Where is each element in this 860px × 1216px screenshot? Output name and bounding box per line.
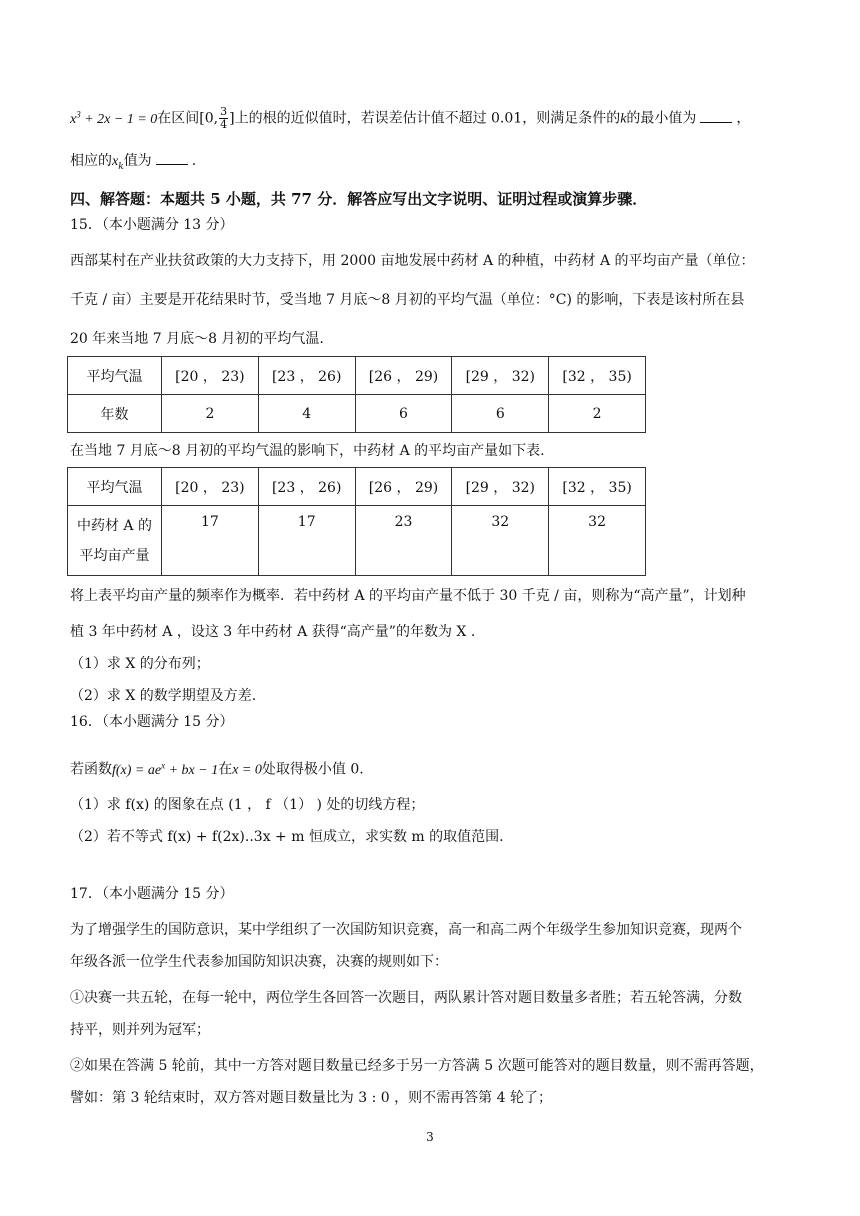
q17-rule: ①决赛一共五轮，在每一轮中，两位学生各回答一次题目，两队累计答对题目数量多者胜；若五轮答满，分数 <box>70 990 742 1006</box>
q16-subquestion: （2）若不等式 f(x) + f(2x)..3x + m 恒成立，求实数 m 的取值范围. <box>70 829 504 845</box>
table-cell: [23 ， 26) <box>258 468 355 506</box>
table-cell: [32 ， 35) <box>549 468 646 506</box>
q15-paragraph: 西部某村在产业扶贫政策的大力支持下，用 2000 亩地发展中药材 A 的种植，中药材 A 的平均亩产量（单位： <box>70 253 755 269</box>
table-cell: 6 <box>355 395 452 433</box>
table-cell: [29 ， 32) <box>452 357 549 395</box>
table-row-label: 中药材 A 的 平均亩产量 <box>68 506 162 576</box>
page-number: 3 <box>426 1130 434 1144</box>
table-cell: [20 ， 23) <box>162 468 259 506</box>
q15-paragraph: 20 年来当地 7 月底～8 月初的平均气温. <box>70 331 324 347</box>
intro-line-1: $x^3 + 2x - 1 = 0$在区间[0, $\frac{3}{4}$ ]上的根的近似值时，若误差估计值不超过 0.01，则满足条件的k的最小值为 ， <box>70 105 751 132</box>
q17-rule: ②如果在答满 5 轮前，其中一方答对题目数量已经多于另一方答满 5 次题可能答对的题目数量，则不需再答题， <box>70 1058 764 1074</box>
q17-paragraph: 为了增强学生的国防意识，某中学组织了一次国防知识竞赛，高一和高二两个年级学生参加知识竞赛，现两个 <box>70 922 742 938</box>
function-expression: $f(x) = ae^x$ + bx − 1 <box>112 760 219 778</box>
table-cell: [32 ， 35) <box>549 357 646 395</box>
temperature-years-table <box>67 356 646 433</box>
table-header-label: 平均气温 <box>68 357 162 395</box>
answer-blank <box>700 108 732 123</box>
q16-subquestion: （1）求 f(x) 的图象在点 (1 ， f （1） ) 处的切线方程； <box>70 797 425 813</box>
temperature-yield-table <box>67 467 646 576</box>
table-row-label: 年数 <box>68 395 162 433</box>
q15-paragraph: 将上表平均亩产量的频率作为概率．若中药材 A 的平均亩产量不低于 30 千克 / 亩，则称为“高产量”，计划种 <box>70 588 746 604</box>
intro-line-2: 相应的$x_k$值为 . <box>70 150 196 177</box>
table-cell: [20 ， 23) <box>162 357 259 395</box>
fraction: $\frac{3}{4}$ <box>220 105 228 132</box>
table-header-label: 平均气温 <box>68 468 162 506</box>
table-cell: 2 <box>162 395 259 433</box>
table-row <box>68 506 646 576</box>
q16-number: 16．（本小题满分 15 分） <box>70 714 234 730</box>
table-cell: [23 ， 26) <box>258 357 355 395</box>
q15-paragraph: 千克 / 亩）主要是开花结果时节，受当地 7 月底～8 月初的平均气温（单位：°C) 的影响，下表是该村所在县 <box>70 292 745 308</box>
q17-rule: 持平，则并列为冠军； <box>70 1022 210 1038</box>
table-cell: 32 <box>549 506 646 576</box>
q17-rule: 譬如：第 3 轮结束时，双方答对题目数量比为 3 : 0 ，则不需再答第 4 轮了； <box>70 1090 552 1106</box>
table-row <box>68 357 646 395</box>
table-cell: 4 <box>258 395 355 433</box>
q15-subquestion: （1）求 X 的分布列； <box>70 656 210 672</box>
answer-blank <box>156 150 188 165</box>
table-cell: 6 <box>452 395 549 433</box>
table-cell: 17 <box>258 506 355 576</box>
table-cell: 17 <box>162 506 259 576</box>
q17-paragraph: 年级各派一位学生代表参加国防知识决赛，决赛的规则如下： <box>70 954 448 970</box>
table-cell: [26 ， 29) <box>355 468 452 506</box>
table-cell: 23 <box>355 506 452 576</box>
table-cell: 2 <box>549 395 646 433</box>
table-row <box>68 468 646 506</box>
q15-subquestion: （2）求 X 的数学期望及方差. <box>70 688 257 704</box>
equation: $x^3 + 2x - 1 = 0$ <box>70 109 158 127</box>
q15-number: 15．（本小题满分 13 分） <box>70 217 234 233</box>
table-cell: [29 ， 32) <box>452 468 549 506</box>
q16-paragraph: 若函数$f(x) = ae^x$ + bx − 1在x = 0处取得极小值 0. <box>70 760 364 778</box>
q15-paragraph: 植 3 年中药材 A ，设这 3 年中药材 A 获得“高产量”的年数为 X . <box>70 624 476 640</box>
section-heading: 四、解答题：本题共 5 小题，共 77 分．解答应写出文字说明、证明过程或演算步骤． <box>70 190 648 208</box>
table-row <box>68 395 646 433</box>
table-cell: 32 <box>452 506 549 576</box>
q17-number: 17．（本小题满分 15 分） <box>70 886 234 902</box>
q15-paragraph: 在当地 7 月底～8 月初的平均气温的影响下，中药材 A 的平均亩产量如下表. <box>70 443 545 459</box>
table-cell: [26 ， 29) <box>355 357 452 395</box>
